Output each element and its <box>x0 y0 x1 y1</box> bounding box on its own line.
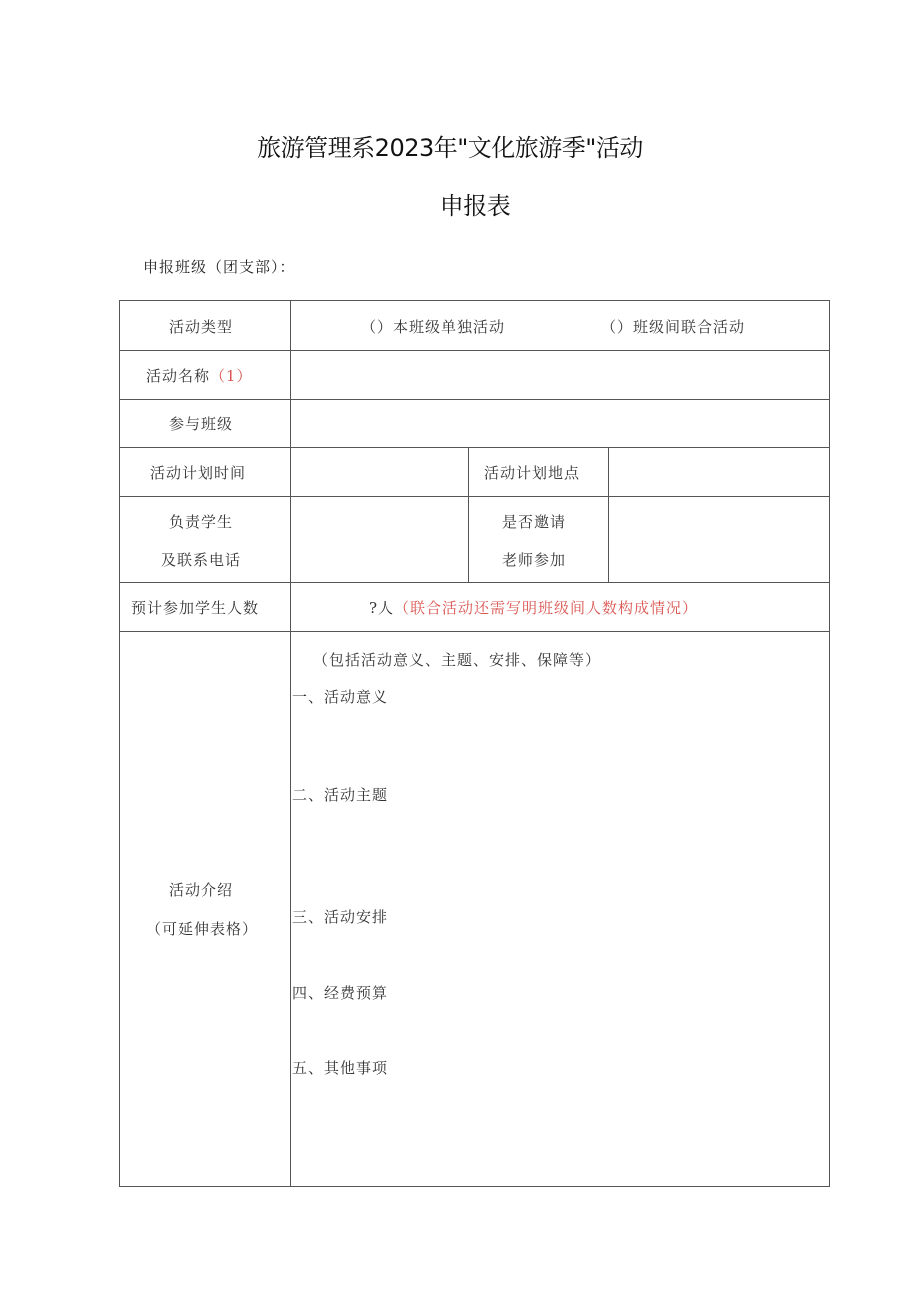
intro-section-significance[interactable]: 一、活动意义 <box>292 688 389 706</box>
activity-name-note: （1） <box>210 367 253 385</box>
responsible-student-field[interactable] <box>291 497 467 581</box>
expected-participants-value-group[interactable] <box>369 597 698 618</box>
expected-participants-label: 预计参加学生人数 <box>131 599 260 617</box>
application-form-table <box>119 300 830 1187</box>
intro-hint: （包括活动意义、主题、安排、保障等） <box>313 651 602 669</box>
expected-participants-value[interactable]: ?人 <box>369 599 395 617</box>
intro-label-line1: 活动介绍 <box>169 881 234 899</box>
intro-section-budget[interactable]: 四、经费预算 <box>292 984 389 1002</box>
activity-type-option-single[interactable]: （）本班级单独活动 <box>361 318 506 336</box>
planned-time-label: 活动计划时间 <box>150 464 247 482</box>
planned-time-field[interactable] <box>291 448 467 495</box>
planned-location-label: 活动计划地点 <box>484 464 581 482</box>
responsible-student-label-line2: 及联系电话 <box>161 551 242 569</box>
planned-location-field[interactable] <box>609 448 829 495</box>
activity-name-label-group <box>146 365 253 386</box>
invite-teacher-field[interactable] <box>609 497 829 581</box>
participating-classes-label: 参与班级 <box>169 415 234 433</box>
expected-participants-note: （联合活动还需写明班级间人数构成情况） <box>394 599 699 617</box>
column-divider <box>468 447 469 582</box>
row-divider <box>120 631 829 632</box>
form-title-line1: 旅游管理系2023年"文化旅游季"活动 <box>257 134 643 162</box>
applicant-class-label: 申报班级（团支部）： <box>143 258 296 276</box>
activity-type-label: 活动类型 <box>169 318 234 336</box>
activity-type-option-joint[interactable]: （）班级间联合活动 <box>601 318 746 336</box>
participating-classes-field[interactable] <box>291 400 829 446</box>
invite-teacher-label-line2: 老师参加 <box>502 551 567 569</box>
activity-name-label: 活动名称 <box>146 367 211 385</box>
form-title-line2: 申报表 <box>439 192 511 220</box>
activity-name-field[interactable] <box>291 351 829 398</box>
intro-section-arrangement[interactable]: 三、活动安排 <box>292 908 389 926</box>
invite-teacher-label-line1: 是否邀请 <box>502 513 567 531</box>
row-divider <box>120 582 829 583</box>
intro-section-theme[interactable]: 二、活动主题 <box>292 786 389 804</box>
responsible-student-label-line1: 负责学生 <box>169 513 234 531</box>
intro-label-line2: （可延伸表格） <box>146 920 259 938</box>
intro-section-other[interactable]: 五、其他事项 <box>292 1059 389 1077</box>
